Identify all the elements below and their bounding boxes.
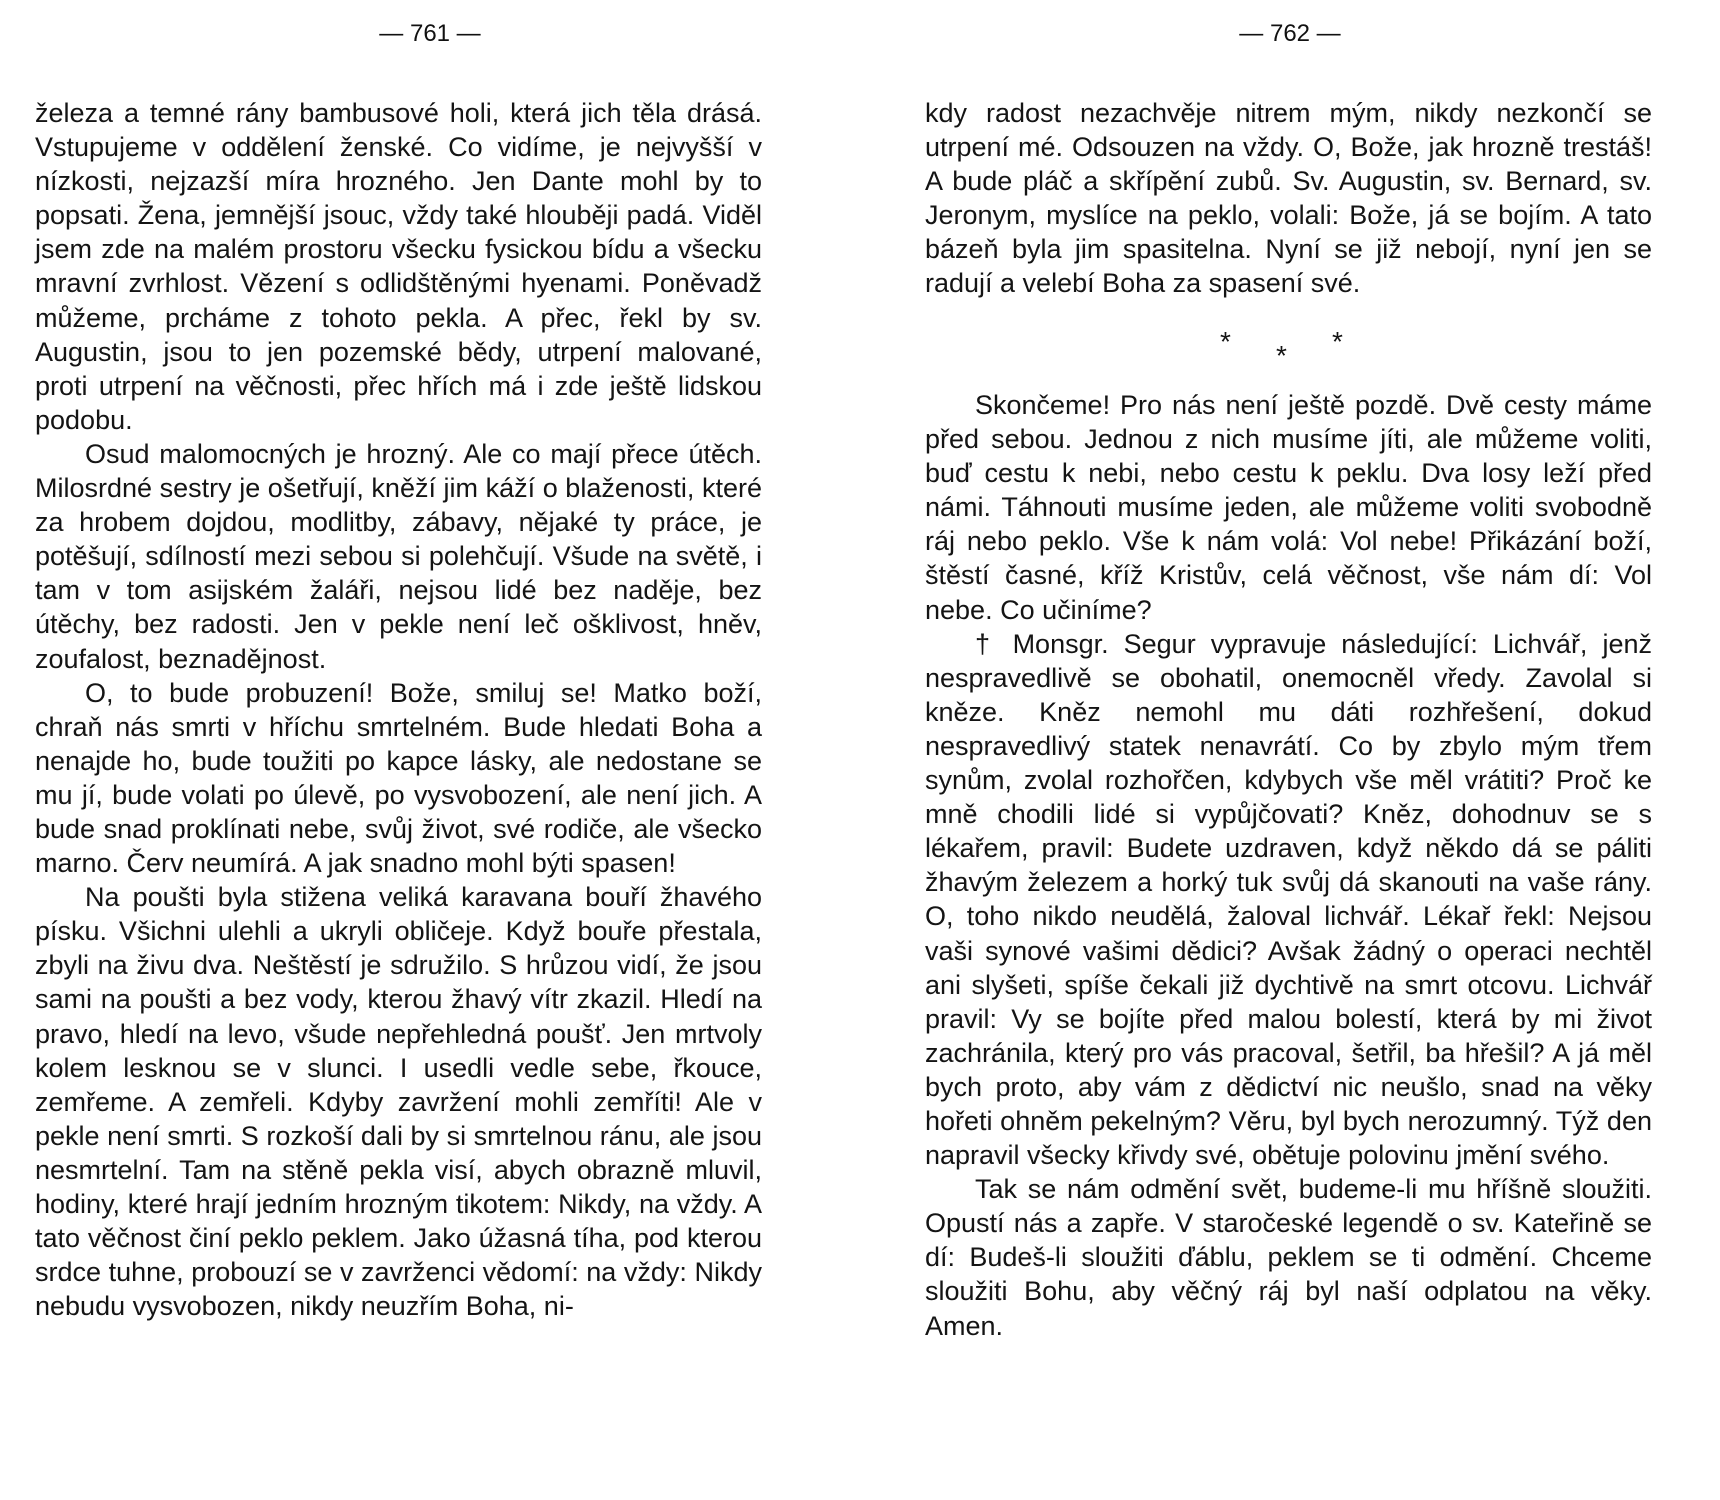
page-number: — 761 —	[379, 20, 481, 47]
paragraph: † Monsgr. Segur vypravuje následující: Lichvář, jenž nespravedlivě se obohatil, onemocněl vředy. Zavolal si kněze. Kněz nemohl mu dáti rozhřešení, dokud nespravedlivý statek nenavrátí. Co by zbylo mým třem synům, zvolal rozhořčen, kdybych vše měl vrátiti? Proč ke mně chodili lidé si vypůjčovati? Kněz, dohodnuv se s lékařem, pravil: Budete uzdraven, když někdo dá se páliti žhavým železem a horký tuk svůj dá skanouti na vaše rány. O, toho nikdo neudělá, žaloval lichvář. Lékař řekl: Nejsou vaši synové vašimi dědici? Avšak žádný o operaci nechtěl ani slyšeti, spíše čekali již dychtivě na smrt otcovu. Lichvář pravil: Vy se bojíte před malou bolestí, která by mi život zachránila, který pro vás pracoval, šetřil, ba hřešil? A já měl bych proto, aby vám z dědictví nic neušlo, snad na věky hořeti ohněm pekelným? Věru, byl bych nerozumný. Týž den napravil všecky křivdy své, obětuje polovinu jmění svého.	[925, 628, 1652, 1171]
paragraph: železa a temné rány bambusové holi, která jich těla drásá. Vstupujeme v oddělení ženské. Co vidíme, je nejvyšší v nízkosti, nejzazší míra hrozného. Jen Dante mohl by to popsati. Žena, jemnější jsouc, vždy také hlouběji padá. Viděl jsem zde na malém prostoru všecku fysickou bídu a všecku mravní zvrhlost. Vězení s odlidštěnými hyenami. Poněvadž můžeme, prcháme z tohoto pekla. A přec, řekl by sv. Augustin, jsou to jen pozemské bědy, utrpení malované, proti utrpení na věčnosti, přec hřích má i zde ještě lidskou podobu.	[35, 98, 762, 435]
paragraph: Osud malomocných je hrozný. Ale co mají přece útěch. Milosrdné sestry je ošetřují, kněží jim káží o blaženosti, které za hrobem dojdou, modlitby, zábavy, nějaké ty práce, je potěšují, sdílností mezi sebou si polehčují. Všude na světě, i tam v tom asijském žaláři, nejsou lidé bez naděje, bez útěchy, bez radosti. Jen v pekle není leč ošklivost, hněv, zoufalost, beznadějnost.	[35, 438, 762, 674]
asterisk: *	[1332, 326, 1343, 357]
asterisk: *	[1220, 326, 1231, 357]
body-text	[35, 96, 762, 1323]
paragraph: Skončeme! Pro nás není ještě pozdě. Dvě cesty máme před sebou. Jednou z nich musíme jíti, ale můžeme voliti, buď cestu k nebi, nebo cestu k peklu. Dva losy leží před námi. Táhnouti musíme jeden, ale můžeme voliti svobodně ráj nebo peklo. Vše k nám volá: Vol nebe! Přikázání boží, štěstí časné, kříž Kristův, celá věčnost, vše nám dí: Vol nebe. Co učiníme?	[925, 390, 1652, 625]
right-page	[860, 0, 1720, 1500]
paragraph: Na poušti byla stižena veliká karavana bouří žhavého písku. Všichni ulehli a ukryli obličeje. Když bouře přestala, zbyli na živu dva. Neštěstí je sdružilo. S hrůzou vidí, že jsou sami na poušti a bez vody, kterou žhavý vítr zkazil. Hledí na pravo, hledí na levo, všude nepřehledná poušť. Jen mrtvoly kolem lesknou se v slunci. I usedli vedle sebe, řkouce, zemřeme. A zemřeli. Kdyby zavržení mohli zemříti! Ale v pekle není smrti. S rozkoší dali by si smrtelnou ránu, ale jsou nesmrtelní. Tam na stěně pekla visí, abych obrazně mluvil, hodiny, které hrají jedním hrozným tikotem: Nikdy, na vždy. A tato věčnost činí peklo peklem. Jako úžasná tíha, pod kterou srdce tuhne, probouzí se v zavrženci vědomí: na vždy: Nikdy nebudu vysvobozen, nikdy neuzřím Boha, ni-	[35, 882, 762, 1322]
page-number: — 762 —	[1239, 20, 1341, 47]
paragraph: kdy radost nezachvěje nitrem mým, nikdy nezkončí se utrpení mé. Odsouzen na vždy. O, Bože, jak hrozně trestáš! A bude pláč a skřípění zubů. Sv. Augustin, sv. Bernard, sv. Jeronym, myslíce na peklo, volali: Bože, já se bojím. A tato bázeň byla jim spasitelna. Nyní se již nebojí, nyní jen se radují a velebí Boha za spasení své.	[925, 98, 1652, 299]
section-break	[925, 326, 1652, 376]
paragraph: Tak se nám odmění svět, budeme-li mu hříšně sloužiti. Opustí nás a zapře. V staročeské legendě o sv. Kateřině se dí: Budeš-li sloužiti ďáblu, peklem se ti odmění. Chceme sloužiti Bohu, aby věčný ráj byl naší odplatou na věky. Amen.	[925, 1174, 1652, 1341]
paragraph: O, to bude probuzení! Bože, smiluj se! Matko boží, chraň nás smrti v hříchu smrtelném. Bude hledati Boha a nenajde ho, bude toužiti po kapce lásky, ale nedostane se mu jí, bude volati po úlevě, po vysvobození, ale není jich. A bude snad proklínati nebe, svůj život, své rodiče, ale všecko marno. Červ neumírá. A jak snadno mohl býti spasen!	[35, 677, 762, 879]
body-text-bottom	[925, 388, 1652, 1343]
body-text-top	[925, 96, 1652, 301]
asterisk: *	[1276, 340, 1287, 371]
